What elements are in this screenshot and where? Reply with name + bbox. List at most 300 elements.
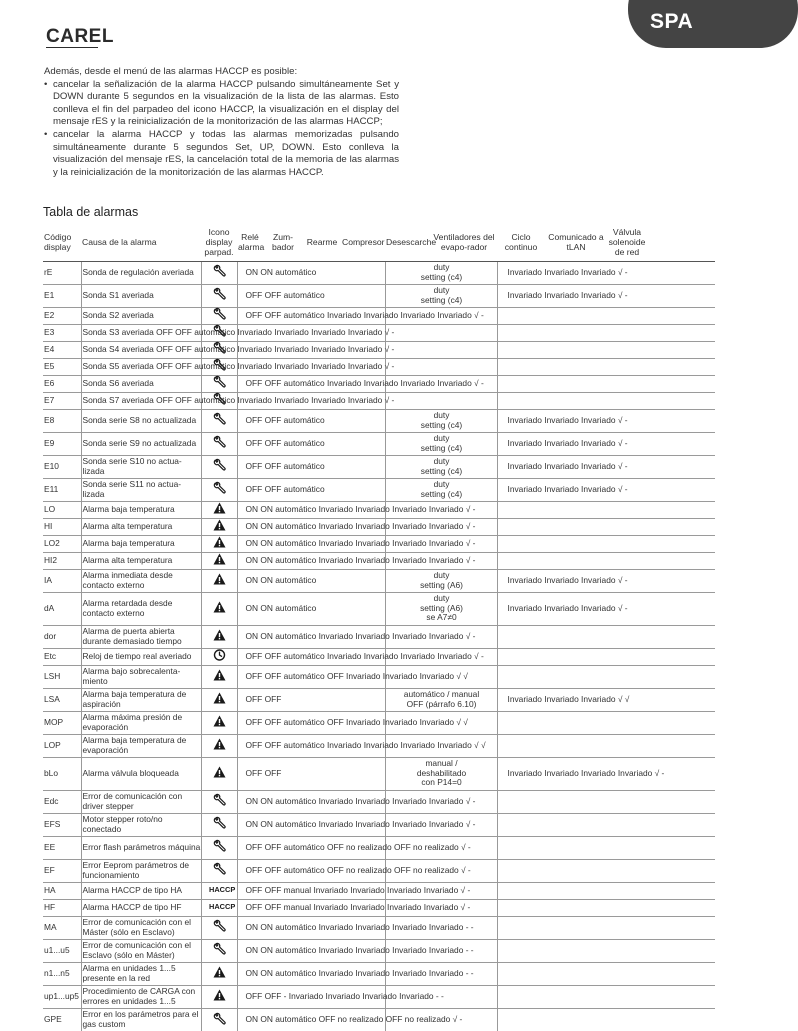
alarm-states: OFF OFF - Invariado Invariado Invariado Invariado - - <box>237 985 385 1008</box>
table-row <box>43 916 715 939</box>
alarm-code: E10 <box>43 455 81 478</box>
alarm-outputs: Invariado Invariado Invariado √ √ <box>497 688 715 711</box>
table-row <box>43 284 715 307</box>
col-header-extra <box>647 223 715 261</box>
alarm-duty <box>385 341 497 358</box>
alarm-states: OFF OFF automático <box>237 432 385 455</box>
alarm-states: OFF OFF automático OFF no realizado OFF no realizado √ - <box>237 836 385 859</box>
alarm-outputs <box>497 734 715 757</box>
alarm-outputs: Invariado Invariado Invariado √ - <box>497 478 715 501</box>
alarm-outputs <box>497 985 715 1008</box>
alarm-icon-cell <box>201 501 237 518</box>
table-row <box>43 836 715 859</box>
alarm-cause: Alarma válvula bloqueada <box>81 757 201 790</box>
table-row <box>43 859 715 882</box>
alarm-cause: Motor stepper roto/no conectado <box>81 813 201 836</box>
alarm-table <box>43 223 715 1031</box>
col-header-defrost: Desescarche <box>385 223 431 261</box>
alarm-duty-line: manual / <box>425 758 458 769</box>
table-row <box>43 341 715 358</box>
alarm-outputs <box>497 790 715 813</box>
alarm-icon-cell <box>201 409 237 432</box>
logo-underline <box>46 47 98 48</box>
alarm-duty-line: automático / manual <box>403 689 480 700</box>
alarm-states: OFF OFF automático <box>237 409 385 432</box>
clock-icon <box>213 649 226 663</box>
alarm-states: ON ON automático Invariado Invariado Invariado Invariado - - <box>237 939 385 962</box>
alarm-states: OFF OFF manual Invariado Invariado Invariado Invariado √ - <box>237 882 385 899</box>
table-row <box>43 899 715 916</box>
table-row <box>43 665 715 688</box>
alarm-states: OFF OFF automático OFF Invariado Invariado Invariado √ √ <box>237 665 385 688</box>
alarm-code: E5 <box>43 358 81 375</box>
intro-lead: Además, desde el menú de las alarmas HACCP es posible: <box>44 66 298 77</box>
table-row <box>43 962 715 985</box>
warning-triangle-icon <box>213 669 226 683</box>
table-row <box>43 648 715 665</box>
alarm-duty-line: duty <box>433 410 450 421</box>
alarm-icon-cell <box>201 478 237 501</box>
alarm-duty <box>385 569 497 592</box>
wrench-icon <box>213 308 226 322</box>
wrench-icon <box>213 342 226 356</box>
alarm-duty <box>385 478 497 501</box>
alarm-states: ON ON automático OFF no realizado OFF no realizado √ - <box>237 1008 385 1031</box>
col-header-buzzer: Zum-bador <box>263 223 303 261</box>
alarm-cause: Alarma alta temperatura <box>81 552 201 569</box>
alarm-duty-line: duty <box>433 456 450 467</box>
alarm-icon-cell <box>201 757 237 790</box>
alarm-states: ON ON automático Invariado Invariado Invariado Invariado √ - <box>237 552 385 569</box>
alarm-duty <box>385 261 497 284</box>
alarm-duty <box>385 409 497 432</box>
alarm-states: ON ON automático <box>237 592 385 625</box>
table-row <box>43 939 715 962</box>
alarm-states: OFF OFF automático <box>237 284 385 307</box>
alarm-duty <box>385 358 497 375</box>
alarm-code: Edc <box>43 790 81 813</box>
alarm-code: EFS <box>43 813 81 836</box>
col-header-cause: Causa de la alarma <box>81 223 201 261</box>
table-row <box>43 734 715 757</box>
alarm-code: u1...u5 <box>43 939 81 962</box>
alarm-cause: Error flash parámetros máquina <box>81 836 201 859</box>
alarm-code: HF <box>43 899 81 916</box>
warning-triangle-icon <box>213 573 226 587</box>
alarm-icon-cell <box>201 711 237 734</box>
alarm-code: E1 <box>43 284 81 307</box>
alarm-states: ON ON automático Invariado Invariado Invariado Invariado √ - <box>237 501 385 518</box>
warning-triangle-icon <box>213 553 226 567</box>
alarm-code: n1...n5 <box>43 962 81 985</box>
table-row <box>43 324 715 341</box>
intro-bullets <box>44 79 399 180</box>
alarm-icon-cell <box>201 665 237 688</box>
alarm-icon-cell <box>201 859 237 882</box>
table-row <box>43 790 715 813</box>
alarm-outputs <box>497 375 715 392</box>
table-row <box>43 518 715 535</box>
alarm-code: LO <box>43 501 81 518</box>
alarm-code: E9 <box>43 432 81 455</box>
table-row <box>43 375 715 392</box>
alarm-cause: Alarma bajo sobrecalenta-miento <box>81 665 201 688</box>
alarm-code: E3 <box>43 324 81 341</box>
wrench-icon <box>213 288 226 302</box>
alarm-outputs <box>497 711 715 734</box>
table-row <box>43 1008 715 1031</box>
wrench-icon <box>213 840 226 854</box>
alarm-cause: Sonda serie S10 no actua-lizada <box>81 455 201 478</box>
alarm-states: OFF OFF automático Invariado Invariado Invariado Invariado √ - <box>237 307 385 324</box>
alarm-outputs <box>497 665 715 688</box>
table-row <box>43 711 715 734</box>
alarm-states: OFF OFF <box>237 688 385 711</box>
alarm-outputs <box>497 916 715 939</box>
alarm-code: up1...up5 <box>43 985 81 1008</box>
alarm-duty-line: setting (c4) <box>420 465 463 476</box>
alarm-cause: Alarma de puerta abierta durante demasiado tiempo <box>81 625 201 648</box>
alarm-code: E8 <box>43 409 81 432</box>
alarm-states: ON ON automático <box>237 569 385 592</box>
alarm-outputs <box>497 552 715 569</box>
alarm-code: EE <box>43 836 81 859</box>
alarm-cause: Sonda S5 averiada OFF OFF automático Invariado Invariado Invariado Invariado √ - <box>81 358 201 375</box>
alarm-states: OFF OFF automático OFF no realizado OFF no realizado √ - <box>237 859 385 882</box>
alarm-duty-line: duty <box>433 479 450 490</box>
col-header-fans: Ventiladores del evapo-rador <box>431 223 497 261</box>
alarm-icon-cell <box>201 836 237 859</box>
alarm-duty <box>385 324 497 341</box>
alarm-icon-cell <box>201 518 237 535</box>
alarm-code: E4 <box>43 341 81 358</box>
alarm-outputs <box>497 939 715 962</box>
wrench-icon <box>213 863 226 877</box>
alarm-cause: Alarma máxima presión de evaporación <box>81 711 201 734</box>
alarm-duty-line: OFF (párrafo 6.10) <box>406 698 477 709</box>
alarm-outputs <box>497 882 715 899</box>
alarm-code: E7 <box>43 392 81 409</box>
alarm-outputs: Invariado Invariado Invariado Invariado √ - <box>497 757 715 790</box>
alarm-outputs <box>497 648 715 665</box>
alarm-code: LSH <box>43 665 81 688</box>
col-header-tlan: Comunicado a tLAN <box>545 223 607 261</box>
language-tab <box>628 0 798 48</box>
alarm-cause: Sonda S1 averiada <box>81 284 201 307</box>
wrench-icon <box>213 436 226 450</box>
wrench-icon <box>213 920 226 934</box>
alarm-duty <box>385 284 497 307</box>
alarm-code: E2 <box>43 307 81 324</box>
intro-bullet: • cancelar la señalización de la alarma HACCP pulsando simultáneamente Set y DOWN durante 5 segundos en la visualización de la lista de las alarmas. Esto conlleva el fin del parpadeo del icono HACCP, la visualización en el display del mensaje rES y la reinicialización de la monitorización de las alarmas HACCP; <box>44 79 399 129</box>
warning-triangle-icon <box>213 766 226 780</box>
table-row <box>43 552 715 569</box>
table-row <box>43 625 715 648</box>
alarm-icon-cell <box>201 569 237 592</box>
alarm-cause: Alarma baja temperatura de evaporación <box>81 734 201 757</box>
col-header-icon: Icono display parpad. <box>201 223 237 261</box>
alarm-icon-cell <box>201 790 237 813</box>
alarm-code: bLo <box>43 757 81 790</box>
alarm-duty-line: setting (c4) <box>420 294 463 305</box>
alarm-code: LOP <box>43 734 81 757</box>
alarm-icon-cell <box>201 939 237 962</box>
warning-triangle-icon <box>213 536 226 550</box>
brand-logo: CAREL <box>46 26 114 47</box>
alarm-outputs: Invariado Invariado Invariado √ - <box>497 261 715 284</box>
alarm-code: MA <box>43 916 81 939</box>
alarm-duty <box>385 392 497 409</box>
alarm-states: ON ON automático <box>237 261 385 284</box>
alarm-cause: Reloj de tiempo real averiado <box>81 648 201 665</box>
alarm-code: LSA <box>43 688 81 711</box>
table-row <box>43 757 715 790</box>
alarm-duty-line: setting (c4) <box>420 442 463 453</box>
alarm-duty <box>385 688 497 711</box>
wrench-icon <box>213 359 226 373</box>
table-row <box>43 688 715 711</box>
alarm-cause: Procedimiento de CARGA con errores en unidades 1...5 <box>81 985 201 1008</box>
warning-triangle-icon <box>213 738 226 752</box>
haccp-icon <box>208 900 235 914</box>
wrench-icon <box>213 794 226 808</box>
alarm-outputs <box>497 392 715 409</box>
alarm-duty-line: setting (c4) <box>420 271 463 282</box>
alarm-outputs <box>497 535 715 552</box>
alarm-duty-line: setting (c4) <box>420 488 463 499</box>
alarm-icon-cell <box>201 625 237 648</box>
alarm-states: ON ON automático Invariado Invariado Invariado Invariado - - <box>237 962 385 985</box>
alarm-icon-cell <box>201 307 237 324</box>
alarm-cause: Alarma inmediata desde contacto externo <box>81 569 201 592</box>
alarm-outputs: Invariado Invariado Invariado √ - <box>497 284 715 307</box>
table-row <box>43 813 715 836</box>
col-header-compressor: Compresor <box>341 223 385 261</box>
alarm-icon-cell <box>201 261 237 284</box>
alarm-outputs <box>497 358 715 375</box>
alarm-icon-cell <box>201 1008 237 1031</box>
col-header-solenoid: Válvula solenoide de red <box>607 223 647 261</box>
alarm-cause: Error en los parámetros para el gas custom <box>81 1008 201 1031</box>
alarm-outputs: Invariado Invariado Invariado √ - <box>497 592 715 625</box>
alarm-code: MOP <box>43 711 81 734</box>
alarm-duty-line: duty <box>433 593 450 604</box>
alarm-code: EF <box>43 859 81 882</box>
alarm-states: OFF OFF automático Invariado Invariado Invariado Invariado √ - <box>237 648 385 665</box>
alarm-duty-line: duty <box>433 285 450 296</box>
alarm-duty-line: deshabilitado <box>416 767 467 778</box>
alarm-states: OFF OFF manual Invariado Invariado Invariado Invariado √ - <box>237 899 385 916</box>
alarm-duty <box>385 432 497 455</box>
alarm-outputs <box>497 518 715 535</box>
alarm-outputs: Invariado Invariado Invariado √ - <box>497 455 715 478</box>
alarm-icon-cell <box>201 899 237 916</box>
alarm-icon-cell <box>201 375 237 392</box>
alarm-states: ON ON automático Invariado Invariado Invariado Invariado - - <box>237 916 385 939</box>
alarm-code: GPE <box>43 1008 81 1031</box>
alarm-outputs <box>497 836 715 859</box>
alarm-duty-line: duty <box>433 433 450 444</box>
alarm-cause: Alarma en unidades 1...5 presente en la red <box>81 962 201 985</box>
alarm-icon-cell <box>201 535 237 552</box>
table-row <box>43 535 715 552</box>
alarm-duty <box>385 592 497 625</box>
alarm-cause: Alarma baja temperatura <box>81 535 201 552</box>
alarm-icon-cell <box>201 284 237 307</box>
wrench-icon <box>213 482 226 496</box>
alarm-states: OFF OFF automático OFF Invariado Invariado Invariado √ √ <box>237 711 385 734</box>
col-header-relay: Relé alarma <box>237 223 263 261</box>
alarm-icon-cell <box>201 734 237 757</box>
alarm-cause: Alarma baja temperatura <box>81 501 201 518</box>
alarm-table-body <box>43 261 715 1031</box>
intro-text <box>44 66 399 179</box>
alarm-duty-line: setting (A6) <box>420 602 463 613</box>
table-title: Tabla de alarmas <box>43 205 139 219</box>
warning-triangle-icon <box>213 715 226 729</box>
warning-triangle-icon <box>213 502 226 516</box>
col-header-continuous: Ciclo continuo <box>497 223 545 261</box>
alarm-cause: Error de comunicación con driver stepper <box>81 790 201 813</box>
wrench-icon <box>213 1013 226 1027</box>
table-row <box>43 307 715 324</box>
alarm-cause: Sonda serie S9 no actualizada <box>81 432 201 455</box>
alarm-outputs <box>497 1008 715 1031</box>
alarm-duty-line: setting (A6) <box>420 579 463 590</box>
alarm-cause: Alarma HACCP de tipo HA <box>81 882 201 899</box>
alarm-outputs <box>497 341 715 358</box>
alarm-states: OFF OFF automático <box>237 478 385 501</box>
alarm-outputs <box>497 324 715 341</box>
alarm-outputs <box>497 625 715 648</box>
table-row <box>43 261 715 284</box>
wrench-icon <box>213 376 226 390</box>
alarm-cause: Sonda S7 averiada OFF OFF automático Invariado Invariado Invariado Invariado √ - <box>81 392 201 409</box>
warning-triangle-icon <box>213 966 226 980</box>
alarm-outputs: Invariado Invariado Invariado √ - <box>497 409 715 432</box>
alarm-duty-line: duty <box>433 570 450 581</box>
wrench-icon <box>213 265 226 279</box>
table-row <box>43 358 715 375</box>
alarm-cause: Sonda S2 averiada <box>81 307 201 324</box>
wrench-icon <box>213 459 226 473</box>
warning-triangle-icon <box>213 692 226 706</box>
alarm-code: rE <box>43 261 81 284</box>
table-row <box>43 455 715 478</box>
alarm-states: OFF OFF <box>237 757 385 790</box>
alarm-cause: Sonda serie S8 no actualizada <box>81 409 201 432</box>
table-row <box>43 478 715 501</box>
alarm-outputs <box>497 859 715 882</box>
alarm-cause: Error de comunicación con el Esclavo (sólo en Máster) <box>81 939 201 962</box>
alarm-cause: Sonda serie S11 no actua-lizada <box>81 478 201 501</box>
alarm-cause: Alarma retardada desde contacto externo <box>81 592 201 625</box>
warning-triangle-icon <box>213 629 226 643</box>
alarm-icon-cell <box>201 432 237 455</box>
alarm-outputs <box>497 899 715 916</box>
svg-text:HACCP: HACCP <box>208 885 235 895</box>
alarm-duty-line: con P14=0 <box>421 777 462 788</box>
alarm-cause: Alarma baja temperatura de aspiración <box>81 688 201 711</box>
alarm-icon-cell <box>201 916 237 939</box>
table-row <box>43 409 715 432</box>
alarm-states: OFF OFF automático Invariado Invariado Invariado Invariado √ - <box>237 375 385 392</box>
alarm-cause: Sonda S6 averiada <box>81 375 201 392</box>
alarm-icon-cell <box>201 552 237 569</box>
alarm-cause: Sonda S4 averiada OFF OFF automático Invariado Invariado Invariado Invariado √ - <box>81 341 201 358</box>
wrench-icon <box>213 393 226 407</box>
table-row <box>43 501 715 518</box>
alarm-icon-cell <box>201 592 237 625</box>
alarm-code: dA <box>43 592 81 625</box>
table-row <box>43 432 715 455</box>
alarm-code: IA <box>43 569 81 592</box>
alarm-icon-cell <box>201 455 237 478</box>
table-row <box>43 392 715 409</box>
alarm-states: ON ON automático Invariado Invariado Invariado Invariado √ - <box>237 790 385 813</box>
wrench-icon <box>213 817 226 831</box>
alarm-duty <box>385 455 497 478</box>
table-row <box>43 882 715 899</box>
warning-triangle-icon <box>213 989 226 1003</box>
language-label: SPA <box>650 10 694 33</box>
alarm-icon-cell <box>201 985 237 1008</box>
warning-triangle-icon <box>213 601 226 615</box>
alarm-outputs <box>497 962 715 985</box>
table-row <box>43 985 715 1008</box>
alarm-code: E11 <box>43 478 81 501</box>
intro-bullet: • cancelar la alarma HACCP y todas las alarmas memorizadas pulsando simultáneamente durante 5 segundos Set, UP, DOWN. Esto conlleva la visualización del mensaje rES, la cancelación total de la memoria de las alarmas y la reinicialización de la monitorización de las alarmas HACCP. <box>44 129 399 179</box>
alarm-duty <box>385 757 497 790</box>
alarm-icon-cell <box>201 882 237 899</box>
alarm-outputs <box>497 307 715 324</box>
wrench-icon <box>213 325 226 339</box>
svg-text:HACCP: HACCP <box>208 902 235 912</box>
alarm-outputs: Invariado Invariado Invariado √ - <box>497 432 715 455</box>
alarm-states: OFF OFF automático <box>237 455 385 478</box>
alarm-code: dor <box>43 625 81 648</box>
alarm-duty-line: duty <box>433 262 450 273</box>
col-header-reset: Rearme <box>303 223 341 261</box>
alarm-cause: Alarma HACCP de tipo HF <box>81 899 201 916</box>
alarm-cause: Sonda S3 averiada OFF OFF automático Invariado Invariado Invariado Invariado √ - <box>81 324 201 341</box>
alarm-states: ON ON automático Invariado Invariado Invariado Invariado √ - <box>237 518 385 535</box>
alarm-duty-line: se A7≠0 <box>426 612 457 623</box>
alarm-states: OFF OFF automático Invariado Invariado Invariado Invariado √ √ <box>237 734 385 757</box>
alarm-cause: Alarma alta temperatura <box>81 518 201 535</box>
alarm-icon-cell <box>201 648 237 665</box>
alarm-outputs <box>497 813 715 836</box>
warning-triangle-icon <box>213 519 226 533</box>
alarm-cause: Sonda de regulación averiada <box>81 261 201 284</box>
alarm-outputs: Invariado Invariado Invariado √ - <box>497 569 715 592</box>
alarm-code: Etc <box>43 648 81 665</box>
wrench-icon <box>213 943 226 957</box>
alarm-duty-line: setting (c4) <box>420 419 463 430</box>
col-header-code: Código display <box>43 223 81 261</box>
table-row <box>43 592 715 625</box>
alarm-code: HI <box>43 518 81 535</box>
alarm-outputs <box>497 501 715 518</box>
table-row <box>43 569 715 592</box>
haccp-icon <box>208 883 235 897</box>
alarm-icon-cell <box>201 962 237 985</box>
table-header-row <box>43 223 715 261</box>
alarm-cause: Error Eeprom parámetros de funcionamiento <box>81 859 201 882</box>
alarm-icon-cell <box>201 813 237 836</box>
alarm-code: HA <box>43 882 81 899</box>
alarm-code: E6 <box>43 375 81 392</box>
